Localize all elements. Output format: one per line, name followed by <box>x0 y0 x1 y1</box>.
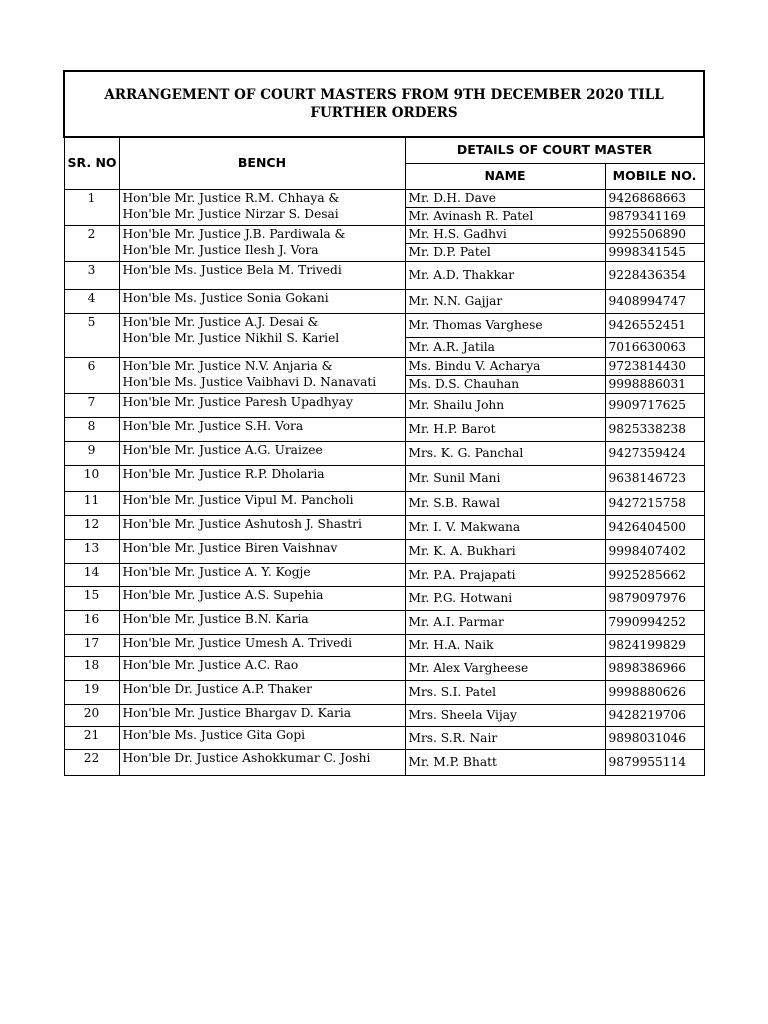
bench-cell <box>119 313 405 357</box>
mobile-number: 9723814430 <box>605 357 704 375</box>
table-row <box>64 441 704 465</box>
sr-no-cell: 8 <box>64 417 119 441</box>
court-master-name: Mr. Avinash R. Patel <box>405 207 605 225</box>
sr-no-cell: 21 <box>64 726 119 749</box>
court-master-name: Mr. N.N. Gajjar <box>405 289 605 313</box>
mobile-number: 9825338238 <box>605 417 704 441</box>
mobile-number: 9998880626 <box>605 680 704 704</box>
bench-cell <box>119 563 405 586</box>
court-master-name: Mr. D.P. Patel <box>405 243 605 261</box>
bench-judge: Hon'ble Dr. Justice A.P. Thaker <box>122 681 312 696</box>
bench-cell <box>119 586 405 610</box>
court-master-name: Mr. M.P. Bhatt <box>405 749 605 775</box>
bench-judge: Hon'ble Mr. Justice B.N. Karia <box>122 611 309 626</box>
bench-judge: Hon'ble Mr. Justice A.G. Uraizee <box>122 442 323 457</box>
court-master-name: Mr. H.P. Barot <box>405 417 605 441</box>
sr-no-cell: 13 <box>64 539 119 563</box>
bench-cell <box>119 539 405 563</box>
bench-judge: Hon'ble Mr. Justice Ashutosh J. Shastri <box>122 516 362 531</box>
bench-judge: Hon'ble Ms. Justice Gita Gopi <box>122 727 306 742</box>
mobile-number: 9426868663 <box>605 189 704 207</box>
mobile-number: 9998886031 <box>605 375 704 393</box>
sr-no-cell: 16 <box>64 610 119 634</box>
court-master-name: Mr. Sunil Mani <box>405 465 605 491</box>
mobile-number: 9228436354 <box>605 261 704 289</box>
mobile-number: 9427359424 <box>605 441 704 465</box>
bench-cell <box>119 515 405 539</box>
bench-cell <box>119 656 405 680</box>
mobile-number: 9998341545 <box>605 243 704 261</box>
table-row <box>64 491 704 515</box>
table-row <box>64 289 704 313</box>
bench-cell <box>119 749 405 775</box>
sr-no-cell: 22 <box>64 749 119 775</box>
sr-no-cell: 2 <box>64 225 119 261</box>
table-body <box>64 189 704 775</box>
court-master-name: Mr. H.S. Gadhvi <box>405 225 605 243</box>
table-row <box>64 515 704 539</box>
mobile-number: 9898386966 <box>605 656 704 680</box>
sr-no-cell: 14 <box>64 563 119 586</box>
bench-judge: Hon'ble Mr. Justice N.V. Anjaria & <box>122 358 333 373</box>
table-row <box>64 563 704 586</box>
bench-judge: Hon'ble Mr. Justice A.S. Supehia <box>122 587 324 602</box>
mobile-number: 9426404500 <box>605 515 704 539</box>
sr-no-cell: 11 <box>64 491 119 515</box>
mobile-number: 9879097976 <box>605 586 704 610</box>
sr-no-cell: 4 <box>64 289 119 313</box>
table-row <box>64 610 704 634</box>
header-mobile: MOBILE NO. <box>605 163 704 189</box>
sr-no-cell: 6 <box>64 357 119 393</box>
table-row <box>64 586 704 610</box>
court-master-name: Mr. D.H. Dave <box>405 189 605 207</box>
bench-cell <box>119 610 405 634</box>
bench-judge: Hon'ble Mr. Justice R.M. Chhaya & <box>122 190 340 205</box>
bench-judge: Hon'ble Mr. Justice Vipul M. Pancholi <box>122 492 354 507</box>
court-master-name: Mr. Thomas Varghese <box>405 313 605 337</box>
table-row <box>64 357 704 375</box>
court-master-name: Mr. A.I. Parmar <box>405 610 605 634</box>
table-row <box>64 749 704 775</box>
bench-cell <box>119 189 405 225</box>
sr-no-cell: 20 <box>64 704 119 726</box>
bench-judge: Hon'ble Mr. Justice Ilesh J. Vora <box>122 242 319 257</box>
sr-no-cell: 10 <box>64 465 119 491</box>
sr-no-cell: 5 <box>64 313 119 357</box>
court-master-name: Mrs. S.I. Patel <box>405 680 605 704</box>
sr-no-cell: 12 <box>64 515 119 539</box>
bench-judge: Hon'ble Mr. Justice Bhargav D. Karia <box>122 705 352 720</box>
court-master-name: Mrs. K. G. Panchal <box>405 441 605 465</box>
bench-cell <box>119 441 405 465</box>
mobile-number: 9925285662 <box>605 563 704 586</box>
court-master-name: Mr. Shailu John <box>405 393 605 417</box>
sr-no-cell: 1 <box>64 189 119 225</box>
court-master-name: Ms. D.S. Chauhan <box>405 375 605 393</box>
bench-cell <box>119 491 405 515</box>
mobile-number: 9879955114 <box>605 749 704 775</box>
court-master-name: Mr. I. V. Makwana <box>405 515 605 539</box>
mobile-number: 9879341169 <box>605 207 704 225</box>
table-row <box>64 634 704 656</box>
court-master-name: Mr. H.A. Naik <box>405 634 605 656</box>
court-master-name: Mr. P.A. Prajapati <box>405 563 605 586</box>
bench-cell <box>119 634 405 656</box>
bench-cell <box>119 417 405 441</box>
bench-judge: Hon'ble Mr. Justice Biren Vaishnav <box>122 540 338 555</box>
mobile-number: 7990994252 <box>605 610 704 634</box>
table-row <box>64 539 704 563</box>
mobile-number: 9925506890 <box>605 225 704 243</box>
court-master-name: Mr. P.G. Hotwani <box>405 586 605 610</box>
mobile-number: 9428219706 <box>605 704 704 726</box>
court-master-name: Mr. A.R. Jatila <box>405 337 605 357</box>
bench-cell <box>119 393 405 417</box>
bench-cell <box>119 465 405 491</box>
bench-judge: Hon'ble Mr. Justice A.J. Desai & <box>122 314 319 329</box>
table-row <box>64 393 704 417</box>
mobile-number: 7016630063 <box>605 337 704 357</box>
table-row <box>64 189 704 207</box>
sr-no-cell: 7 <box>64 393 119 417</box>
bench-judge: Hon'ble Ms. Justice Bela M. Trivedi <box>122 262 342 277</box>
court-master-name: Mr. Alex Vargheese <box>405 656 605 680</box>
bench-cell <box>119 357 405 393</box>
sr-no-cell: 15 <box>64 586 119 610</box>
table-row <box>64 704 704 726</box>
document-title: ARRANGEMENT OF COURT MASTERS FROM 9TH DECEMBER 2020 TILL FURTHER ORDERS <box>64 71 704 137</box>
bench-judge: Hon'ble Mr. Justice Nirzar S. Desai <box>122 206 339 221</box>
court-master-name: Ms. Bindu V. Acharya <box>405 357 605 375</box>
table-row <box>64 680 704 704</box>
mobile-number: 9426552451 <box>605 313 704 337</box>
table-row <box>64 465 704 491</box>
header-name: NAME <box>405 163 605 189</box>
table-row <box>64 417 704 441</box>
bench-cell <box>119 680 405 704</box>
mobile-number: 9824199829 <box>605 634 704 656</box>
table-row <box>64 225 704 243</box>
mobile-number: 9898031046 <box>605 726 704 749</box>
bench-judge: Hon'ble Mr. Justice R.P. Dholaria <box>122 466 325 481</box>
court-master-name: Mr. K. A. Bukhari <box>405 539 605 563</box>
sr-no-cell: 9 <box>64 441 119 465</box>
bench-cell <box>119 726 405 749</box>
mobile-number: 9909717625 <box>605 393 704 417</box>
bench-cell <box>119 704 405 726</box>
table-row <box>64 726 704 749</box>
header-bench: BENCH <box>119 137 405 189</box>
bench-judge: Hon'ble Ms. Justice Vaibhavi D. Nanavati <box>122 374 377 389</box>
header-details: DETAILS OF COURT MASTER <box>405 137 704 163</box>
table-row <box>64 261 704 289</box>
bench-cell <box>119 289 405 313</box>
bench-judge: Hon'ble Mr. Justice Nikhil S. Kariel <box>122 330 340 345</box>
sr-no-cell: 19 <box>64 680 119 704</box>
mobile-number: 9408994747 <box>605 289 704 313</box>
court-master-name: Mr. S.B. Rawal <box>405 491 605 515</box>
bench-judge: Hon'ble Mr. Justice J.B. Pardiwala & <box>122 226 346 241</box>
bench-judge: Hon'ble Mr. Justice S.H. Vora <box>122 418 304 433</box>
bench-judge: Hon'ble Dr. Justice Ashokkumar C. Joshi <box>122 750 371 765</box>
mobile-number: 9638146723 <box>605 465 704 491</box>
header-sr-no: SR. NO <box>64 137 119 189</box>
court-master-name: Mr. A.D. Thakkar <box>405 261 605 289</box>
mobile-number: 9998407402 <box>605 539 704 563</box>
court-masters-table <box>63 70 705 776</box>
table-row <box>64 313 704 337</box>
court-master-name: Mrs. Sheela Vijay <box>405 704 605 726</box>
bench-judge: Hon'ble Mr. Justice A. Y. Kogje <box>122 564 311 579</box>
bench-cell <box>119 261 405 289</box>
sr-no-cell: 3 <box>64 261 119 289</box>
mobile-number: 9427215758 <box>605 491 704 515</box>
bench-judge: Hon'ble Ms. Justice Sonia Gokani <box>122 290 329 305</box>
bench-judge: Hon'ble Mr. Justice Umesh A. Trivedi <box>122 635 353 650</box>
sr-no-cell: 17 <box>64 634 119 656</box>
table-row <box>64 656 704 680</box>
bench-judge: Hon'ble Mr. Justice A.C. Rao <box>122 657 299 672</box>
sr-no-cell: 18 <box>64 656 119 680</box>
bench-judge: Hon'ble Mr. Justice Paresh Upadhyay <box>122 394 353 409</box>
bench-cell <box>119 225 405 261</box>
court-master-name: Mrs. S.R. Nair <box>405 726 605 749</box>
